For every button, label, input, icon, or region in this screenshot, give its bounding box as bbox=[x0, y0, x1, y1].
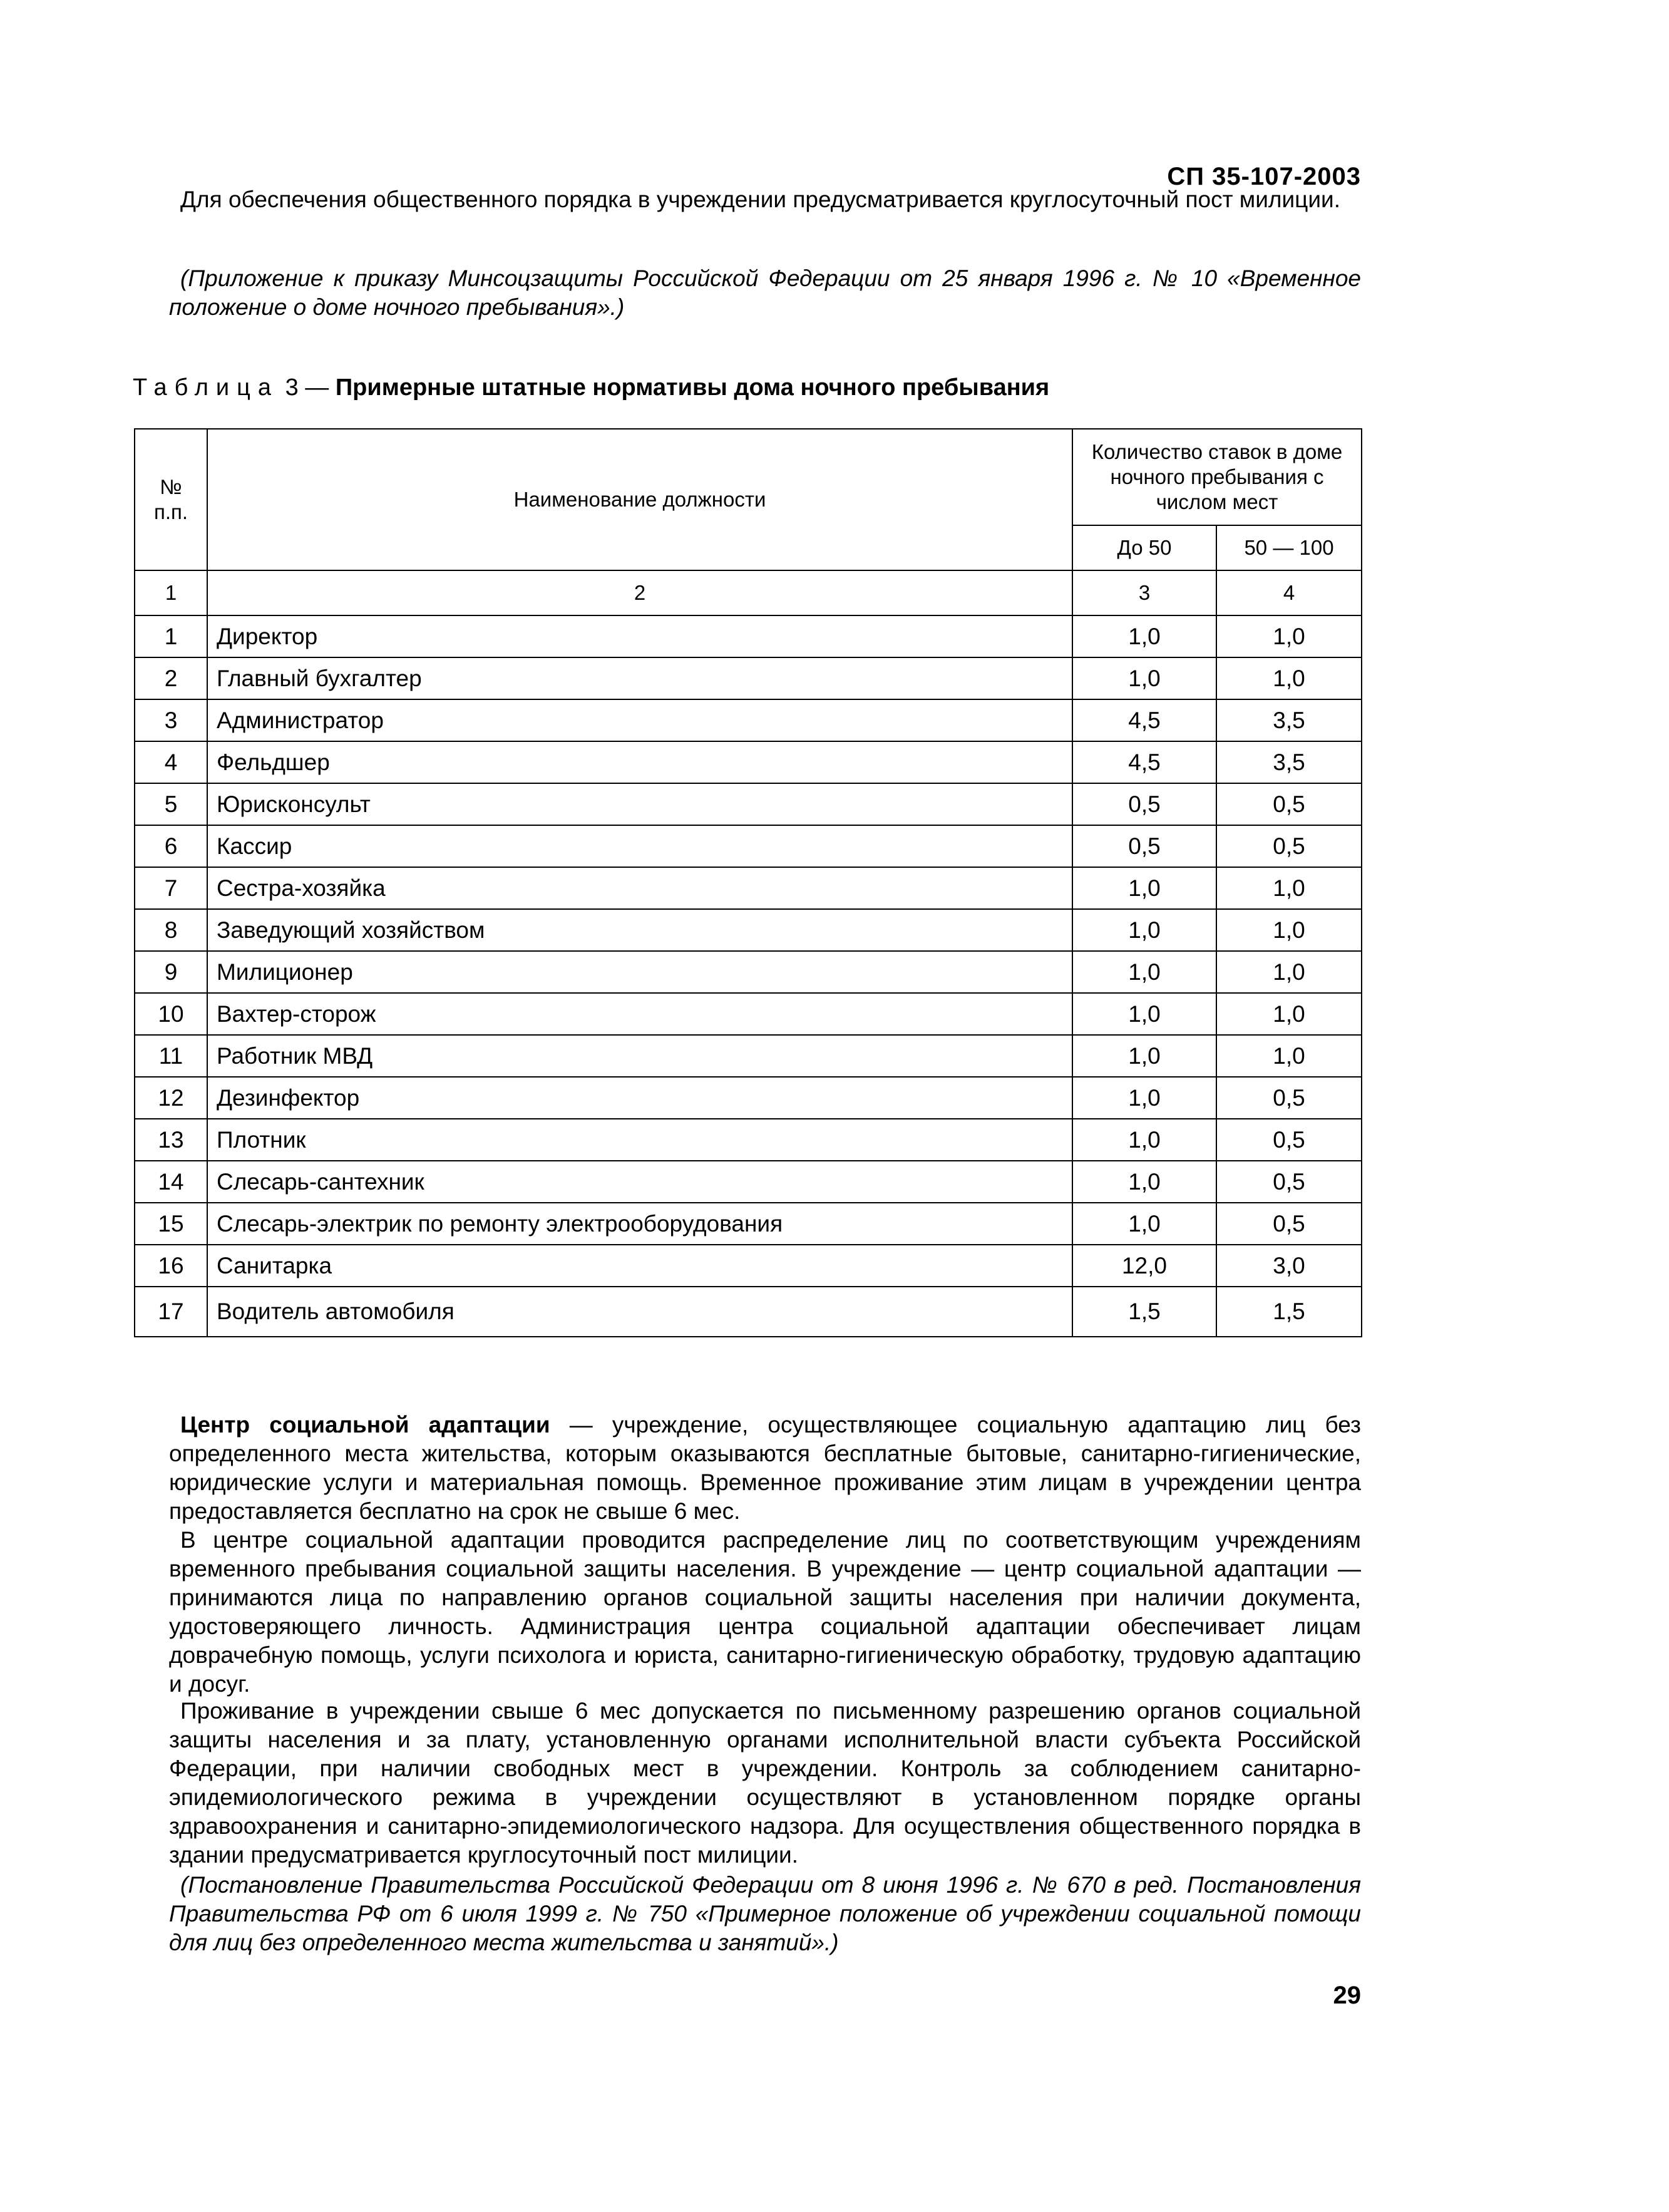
rate-50-100-cell: 1,0 bbox=[1216, 615, 1362, 657]
rate-up-to-50-cell: 4,5 bbox=[1072, 699, 1216, 741]
position-name-cell: Директор bbox=[207, 615, 1072, 657]
header-number: № п.п. bbox=[135, 429, 207, 570]
position-name-cell: Милиционер bbox=[207, 951, 1072, 993]
rate-up-to-50-cell: 1,0 bbox=[1072, 657, 1216, 699]
position-name-cell: Вахтер-сторож bbox=[207, 993, 1072, 1035]
column-number: 3 bbox=[1072, 570, 1216, 615]
rate-50-100-cell: 0,5 bbox=[1216, 1161, 1362, 1203]
rate-up-to-50-cell: 1,0 bbox=[1072, 615, 1216, 657]
column-number: 2 bbox=[207, 570, 1072, 615]
table-row bbox=[135, 909, 1362, 951]
position-name-cell: Администратор bbox=[207, 699, 1072, 741]
staff-norms-table bbox=[134, 428, 1362, 1337]
position-name-cell: Слесарь-сантехник bbox=[207, 1161, 1072, 1203]
rate-up-to-50-cell: 4,5 bbox=[1072, 741, 1216, 783]
row-number-cell: 17 bbox=[135, 1287, 207, 1337]
rate-50-100-cell: 3,0 bbox=[1216, 1245, 1362, 1287]
rate-up-to-50-cell: 0,5 bbox=[1072, 783, 1216, 825]
rate-up-to-50-cell: 1,0 bbox=[1072, 1119, 1216, 1161]
position-name-cell: Водитель автомобиля bbox=[207, 1287, 1072, 1337]
table-row bbox=[135, 741, 1362, 783]
column-number: 1 bbox=[135, 570, 207, 615]
rate-up-to-50-cell: 1,0 bbox=[1072, 951, 1216, 993]
table-row bbox=[135, 1077, 1362, 1119]
table-row bbox=[135, 867, 1362, 909]
rate-50-100-cell: 1,0 bbox=[1216, 867, 1362, 909]
rate-up-to-50-cell: 1,0 bbox=[1072, 1161, 1216, 1203]
rate-50-100-cell: 1,0 bbox=[1216, 1035, 1362, 1077]
table-row bbox=[135, 825, 1362, 867]
rate-up-to-50-cell: 12,0 bbox=[1072, 1245, 1216, 1287]
rate-50-100-cell: 0,5 bbox=[1216, 1203, 1362, 1245]
table-row bbox=[135, 615, 1362, 657]
row-number-cell: 10 bbox=[135, 993, 207, 1035]
position-name-cell: Работник МВД bbox=[207, 1035, 1072, 1077]
center-term: Центр социальной адаптации bbox=[180, 1412, 550, 1438]
position-name-cell: Плотник bbox=[207, 1119, 1072, 1161]
table-row bbox=[135, 1035, 1362, 1077]
position-name-cell: Фельдшер bbox=[207, 741, 1072, 783]
rate-up-to-50-cell: 1,0 bbox=[1072, 1203, 1216, 1245]
column-number: 4 bbox=[1216, 570, 1362, 615]
row-number-cell: 11 bbox=[135, 1035, 207, 1077]
table-row bbox=[135, 1161, 1362, 1203]
position-name-cell: Юрисконсульт bbox=[207, 783, 1072, 825]
table-row bbox=[135, 1287, 1362, 1337]
table-caption bbox=[133, 373, 1049, 402]
row-number-cell: 6 bbox=[135, 825, 207, 867]
table-row bbox=[135, 1119, 1362, 1161]
row-number-cell: 14 bbox=[135, 1161, 207, 1203]
intro-paragraph: Для обеспечения общественного порядка в учреждении предусматривается круглосуточный пост милиции. bbox=[180, 187, 1340, 212]
center-definition-text: — учреждение, осуществляющее социальную адаптацию лиц без определенного места жительства, которым оказываются бесплатные бытовые, санитарно-гигиенические, юридические услуги и материальная помощь. Временное проживание этим лицам в учреждении центра предоставляется бесплатно на срок не свыше 6 мес. bbox=[169, 1412, 1361, 1524]
table-row bbox=[135, 993, 1362, 1035]
position-name-cell: Заведующий хозяйством bbox=[207, 909, 1072, 951]
rate-up-to-50-cell: 1,0 bbox=[1072, 1077, 1216, 1119]
rate-50-100-cell: 3,5 bbox=[1216, 699, 1362, 741]
row-number-cell: 16 bbox=[135, 1245, 207, 1287]
rate-50-100-cell: 1,0 bbox=[1216, 951, 1362, 993]
header-rate-count: Количество ставок в доме ночного пребывания с числом мест bbox=[1072, 429, 1362, 525]
position-name-cell: Кассир bbox=[207, 825, 1072, 867]
row-number-cell: 1 bbox=[135, 615, 207, 657]
table-row bbox=[135, 951, 1362, 993]
row-number-cell: 4 bbox=[135, 741, 207, 783]
rate-up-to-50-cell: 1,0 bbox=[1072, 909, 1216, 951]
center-paragraph-3: Проживание в учреждении свыше 6 мес допускается по письменному разрешению органов социальной защиты населения и за плату, установленную органами исполнительной власти субъекта Российской Федерации, при наличии свободных мест в учреждении. Контроль за соблюдением санитарно-эпидемиологического режима в учреждении осуществляют в установленном порядке органы здравоохранения и санитарно-эпидемиологического надзора. Для осуществления общественного порядка в здании предусматривается круглосуточный пост милиции. bbox=[169, 1698, 1361, 1868]
table-row bbox=[135, 657, 1362, 699]
row-number-cell: 13 bbox=[135, 1119, 207, 1161]
row-number-cell: 9 bbox=[135, 951, 207, 993]
rate-50-100-cell: 1,0 bbox=[1216, 657, 1362, 699]
position-name-cell: Слесарь-электрик по ремонту электрооборудования bbox=[207, 1203, 1072, 1245]
rate-up-to-50-cell: 1,5 bbox=[1072, 1287, 1216, 1337]
rate-up-to-50-cell: 1,0 bbox=[1072, 993, 1216, 1035]
header-position-name: Наименование должности bbox=[207, 429, 1072, 570]
table-caption-number: 3 — bbox=[285, 374, 329, 401]
rate-up-to-50-cell: 1,0 bbox=[1072, 1035, 1216, 1077]
rate-50-100-cell: 1,0 bbox=[1216, 993, 1362, 1035]
rate-50-100-cell: 0,5 bbox=[1216, 783, 1362, 825]
rate-50-100-cell: 0,5 bbox=[1216, 825, 1362, 867]
document-code: СП 35-107-2003 bbox=[1167, 163, 1361, 190]
position-name-cell: Санитарка bbox=[207, 1245, 1072, 1287]
row-number-cell: 3 bbox=[135, 699, 207, 741]
table-row bbox=[135, 783, 1362, 825]
table-caption-title: Примерные штатные нормативы дома ночного пребывания bbox=[335, 374, 1050, 401]
position-name-cell: Дезинфектор bbox=[207, 1077, 1072, 1119]
position-name-cell: Сестра-хозяйка bbox=[207, 867, 1072, 909]
table-row bbox=[135, 1203, 1362, 1245]
row-number-cell: 5 bbox=[135, 783, 207, 825]
row-number-cell: 8 bbox=[135, 909, 207, 951]
intro-reference: (Приложение к приказу Минсоцзащиты Российской Федерации от 25 января 1996 г. № 10 «Временное положение о доме ночного пребывания».) bbox=[169, 265, 1361, 320]
row-number-cell: 15 bbox=[135, 1203, 207, 1245]
rate-50-100-cell: 1,5 bbox=[1216, 1287, 1362, 1337]
header-up-to-50: До 50 bbox=[1072, 525, 1216, 570]
center-definition bbox=[169, 1411, 1361, 1526]
row-number-cell: 7 bbox=[135, 867, 207, 909]
rate-up-to-50-cell: 0,5 bbox=[1072, 825, 1216, 867]
table-caption-label: Таблица bbox=[133, 374, 279, 401]
rate-50-100-cell: 0,5 bbox=[1216, 1119, 1362, 1161]
rate-50-100-cell: 0,5 bbox=[1216, 1077, 1362, 1119]
table-row bbox=[135, 1245, 1362, 1287]
row-number-cell: 2 bbox=[135, 657, 207, 699]
position-name-cell: Главный бухгалтер bbox=[207, 657, 1072, 699]
center-reference: (Постановление Правительства Российской Федерации от 8 июня 1996 г. № 670 в ред. Постановления Правительства РФ от 6 июля 1999 г. № 750 «Примерное положение об учреждении социальной помощи для лиц без определенного места жительства и занятий».) bbox=[169, 1872, 1361, 1955]
rate-50-100-cell: 1,0 bbox=[1216, 909, 1362, 951]
rate-up-to-50-cell: 1,0 bbox=[1072, 867, 1216, 909]
page-number: 29 bbox=[1333, 1982, 1361, 2009]
table-row bbox=[135, 699, 1362, 741]
header-50-100: 50 — 100 bbox=[1216, 525, 1362, 570]
rate-50-100-cell: 3,5 bbox=[1216, 741, 1362, 783]
row-number-cell: 12 bbox=[135, 1077, 207, 1119]
center-paragraph-2: В центре социальной адаптации проводится распределение лиц по соответствующим учреждениям временного пребывания социальной защиты населения. В учреждение — центр социальной адаптации — принимаются лица по направлению органов социальной защиты населения при наличии документа, удостоверяющего личность. Администрация центра социальной адаптации обеспечивает лицам доврачебную помощь, услуги психолога и юриста, санитарно-гигиеническую обработку, трудовую адаптацию и досуг. bbox=[169, 1527, 1361, 1697]
